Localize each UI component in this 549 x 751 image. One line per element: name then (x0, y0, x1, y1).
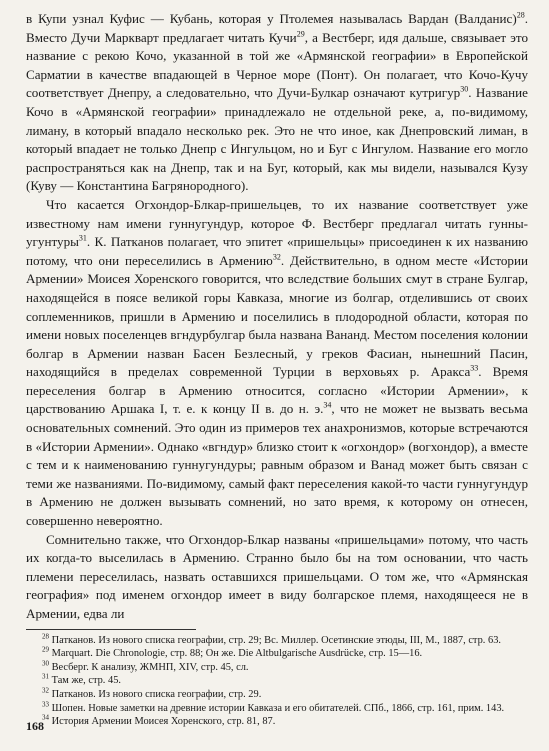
footnote-text: Там же, стр. 45. (51, 675, 121, 687)
paragraph-text: . Название Кочо в «Армянской географии» принадлежало не отдельной реке, а, по-видимому, лиману, в который впадало несколько рек. Это не что иное, как Днепровский лиман, в который впадает не только Днепр с Ингульцом, но и Буг с Ингулом. Название его могло распространяться как на Днепр, так и на Буг, который, как мы видели, назывался Кузу (Куву — Константина Багрянородного). (26, 85, 528, 194)
footnote-text: Весберг. К анализу, ЖМНП, XIV, стр. 45, сл. (51, 661, 249, 673)
footnote-number: 32 (42, 686, 49, 695)
paragraph-text: Сомнительно также, что Огхондор-Блкар названы «пришельцами» потому, что часть их когда-то выселилась в Армению. Странно было бы на том основании, что часть племени переселилась, назвать оставшихся пришельцами. О том же, что «Армянская география» под именем огхондор имеет в виду болгарское племя, находящееся не в Армении, едва ли (26, 531, 528, 621)
footnote (26, 661, 528, 675)
footnote (26, 688, 528, 702)
paragraph-text: . Действительно, в одном месте «Истории Армении» Моисея Хоренского говорится, что вследствие больших смут в стране Булгар, находящейся в поясе великой горы Кавказа, многие из болгар, отделившись от своих соплеменников, пришли в Армению и поселились в плодородной области, которая по имени новых поселенцев вгндурбулгар была названа Вананд. Местом поселения колонии болгар в Армении назван Басен Безлесный, у греков Фасиан, нынешний Пасин, находящийся в пределах современной Турции в верховьях р. Аракса (26, 252, 528, 380)
footnote-rule (26, 629, 196, 630)
paragraph-text: Что касается Огхондор-Блкар-пришельцев, то их название соответствует уже известному нам имени гуннугундур, которое Ф. Вестберг предлагал читать гунны-угунтуры (26, 196, 528, 250)
paragraph-text: . Вместо Дучи Маркварт предлагает читать Кучи (26, 11, 528, 45)
page-number: 168 (26, 719, 44, 733)
footnote-ref: 28 (516, 10, 525, 20)
footnote-ref: 32 (272, 252, 281, 262)
footnote-number: 34 (42, 713, 49, 722)
paragraph-text: в Купи узнал Куфис — Кубань, которая у Птолемея называлась Вардан (Валданис) (26, 11, 517, 26)
footnote-number: 30 (42, 659, 49, 668)
paragraph-text: , что не может не вызвать весьма основательных сомнений. Это один из примеров тех анахронизмов, которые встречаются в «Истории Армении». Однако «вгндур» близко стоит к «огхондор» (вогхондор), а вместе с тем и к наименованию гуннугундуры; равным образом и Ванад может быть связан с теми же названиями. По-видимому, самый факт переселения какой-то части гуннугундур в Армению не должен вызывать сомнений, но зато время, к которому он отнесен, совершенно невероятно. (26, 401, 528, 529)
footnote (26, 674, 528, 688)
footnote-text: Marquart. Die Chronologie, стр. 88; Он же. Die Altbulgarische Ausdrücke, стр. 15—16. (51, 648, 423, 660)
footnote-number: 28 (42, 632, 49, 641)
footnote-text: Патканов. Из нового списка географии, стр. 29; Вс. Миллер. Осетинские этюды, III, М., 1887, стр. 63. (51, 634, 501, 646)
footnote-ref: 29 (296, 29, 305, 39)
footnote-ref: 30 (460, 85, 469, 95)
footnote (26, 702, 528, 716)
paragraph (26, 10, 528, 196)
paragraph (26, 196, 528, 531)
paragraph-text: . К. Патканов полагает, что эпитет «пришельцы» присоединен к их названию потому, что они переселились в Армению (26, 234, 528, 268)
footnote (26, 634, 528, 648)
paragraph-text: . Время переселения болгар в Армению относится, согласно «Истории Армении», к царствованию Аршака I, т. е. к концу II в. до н. э. (26, 364, 528, 417)
footnote (26, 715, 528, 729)
page-content (26, 10, 528, 729)
footnote-text: История Армении Моисея Хоренского, стр. 81, 87. (51, 716, 276, 728)
footnote-ref: 33 (470, 363, 479, 373)
footnotes (26, 634, 528, 729)
footnote-number: 31 (42, 672, 49, 681)
footnote-number: 29 (42, 645, 49, 654)
footnote (26, 647, 528, 661)
paragraph (26, 531, 528, 624)
footnote-text: Шопен. Новые заметки на древние истории Кавказа и его обитателей. СПб., 1866, стр. 161, прим. 143. (51, 702, 505, 714)
footnote-ref: 31 (78, 233, 87, 243)
paragraph-text: , а Вестберг, идя дальше, связывает это название с рекою Кочо, указанной в той же «Армянской географии» в Европейской Сарматии в качестве впадающей в Черное море (Понт). Он полагает, что Кочо-Кучу соответствует Днепру, а следовательно, что Дучи-Булкар означают кутригур (26, 29, 529, 101)
footnote-ref: 34 (323, 401, 332, 411)
body-text (26, 10, 528, 624)
footnote-number: 33 (42, 700, 49, 709)
footnote-text: Патканов. Из нового списка географии, стр. 29. (51, 688, 262, 700)
